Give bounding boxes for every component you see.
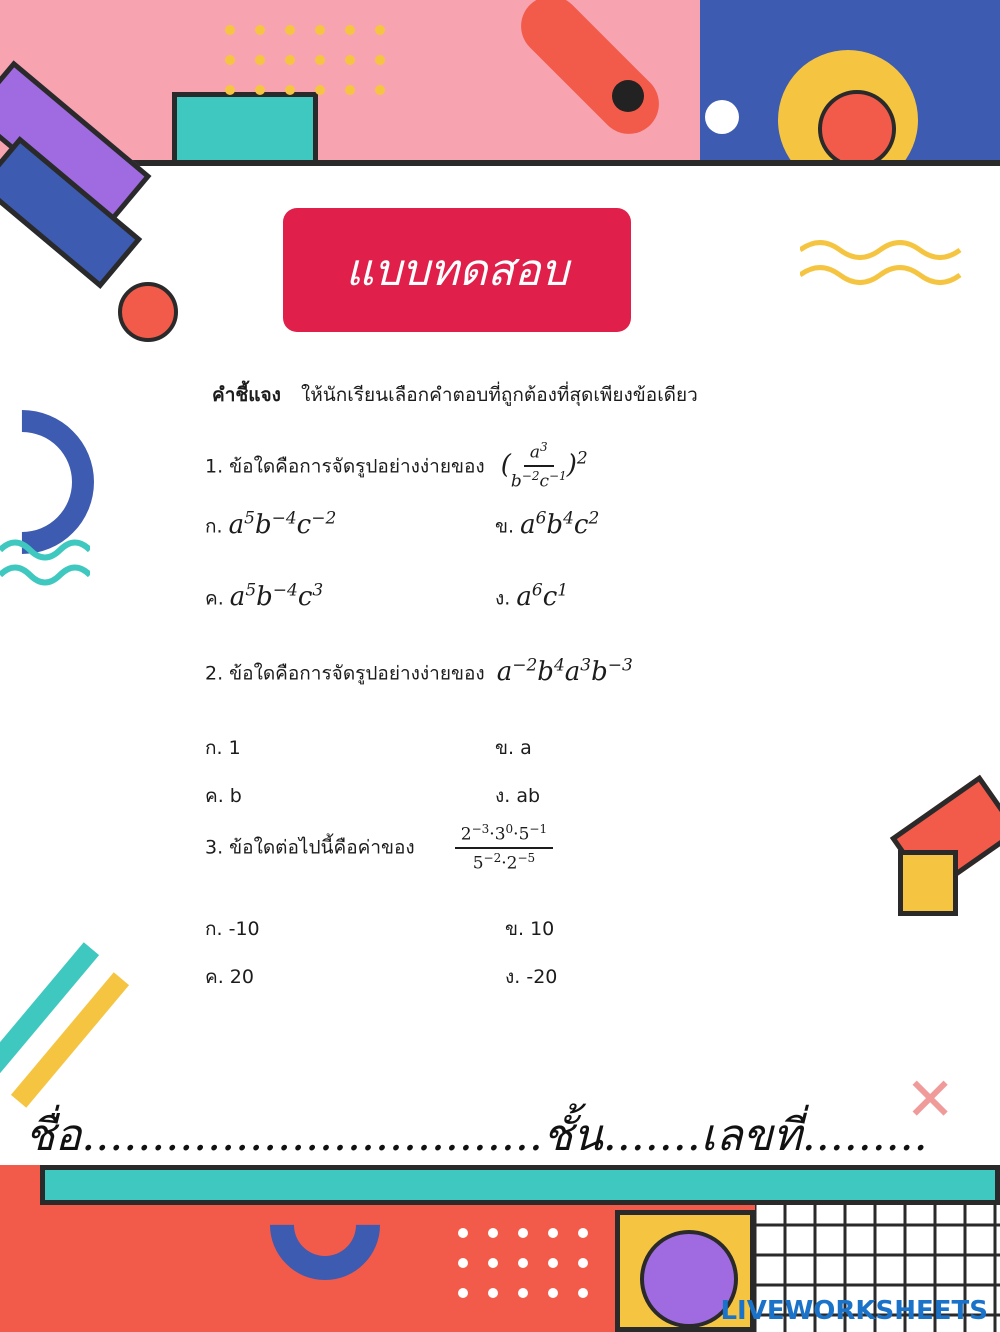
liveworksheets-watermark: LIVEWORKSHEETS (720, 1296, 988, 1326)
choice-math: $a^6c^1$ (516, 580, 569, 612)
deco-yellow-waves-right (800, 235, 970, 305)
question-2 (205, 655, 633, 689)
deco-white-dots-bottom (455, 1225, 605, 1325)
deco-yellow-cube (898, 850, 958, 916)
question-2-text: 2. ข้อใดคือการจัดรูปอย่างง่ายของ (205, 662, 485, 685)
question-3 (205, 822, 553, 873)
choice-label: ข. (495, 515, 515, 538)
deco-white-dot (705, 100, 739, 134)
q1-choice-c[interactable] (205, 580, 323, 614)
deco-black-dot (612, 80, 644, 112)
question-1-text: 1. ข้อใดคือการจัดรูปอย่างง่ายของ (205, 455, 485, 478)
deco-x-mark: ✕ (905, 1065, 956, 1135)
instruction-text: ให้นักเรียนเลือกคำตอบที่ถูกต้องที่สุดเพียงข้อเดียว (300, 384, 698, 406)
q3-choice-c[interactable]: ค. 20 (205, 966, 254, 988)
deco-red-circle (818, 90, 896, 168)
instruction (212, 380, 698, 410)
question-1 (205, 440, 588, 491)
deco-yellow-dots (220, 20, 390, 140)
q2-choice-b[interactable]: ข. a (495, 737, 532, 759)
q1-choice-b[interactable] (495, 508, 599, 542)
choice-math: $a^5b^{-4}c^3$ (229, 580, 324, 612)
q2-choice-c[interactable]: ค. b (205, 785, 242, 807)
instruction-label: คำชี้แจง (212, 384, 281, 406)
q2-choice-d[interactable]: ง. ab (495, 785, 541, 807)
q3-choice-a[interactable]: ก. -10 (205, 918, 260, 940)
choice-label: ง. (495, 587, 511, 610)
name-class-number-line[interactable]: ชื่อ.................................ชั้น.......เลขที่......... (25, 1110, 928, 1161)
question-1-expression: ( $\frac{a^3}{b^{-2}c^{-1}}$ )$^2$ (500, 440, 588, 492)
question-3-expression: $\frac{2^{-3}\cdot 3^0\cdot 5^{-1}}{5^{-2}\cdot 2^{-5}}$ (455, 822, 553, 873)
choice-math: $a^6b^4c^2$ (520, 508, 600, 540)
q1-choice-d[interactable] (495, 580, 568, 614)
q2-choice-a[interactable]: ก. 1 (205, 737, 241, 759)
deco-red-bar (509, 0, 672, 146)
question-3-text: 3. ข้อใดต่อไปนี้คือค่าของ (205, 836, 415, 859)
choice-label: ก. (205, 515, 223, 538)
choice-label: ค. (205, 587, 224, 610)
question-2-expression: $a^{-2}b^4a^3b^{-3}$ (496, 655, 633, 687)
page-title: แบบทดสอบ (283, 208, 631, 332)
q1-choice-a[interactable] (205, 508, 336, 542)
choice-math: $a^5b^{-4}c^{-2}$ (228, 508, 337, 540)
deco-teal-strip (40, 1165, 1000, 1205)
q3-choice-d[interactable]: ง. -20 (505, 966, 558, 988)
q3-choice-b[interactable]: ข. 10 (505, 918, 555, 940)
deco-red-dot-left (118, 282, 178, 342)
deco-teal-waves-left (0, 535, 90, 595)
